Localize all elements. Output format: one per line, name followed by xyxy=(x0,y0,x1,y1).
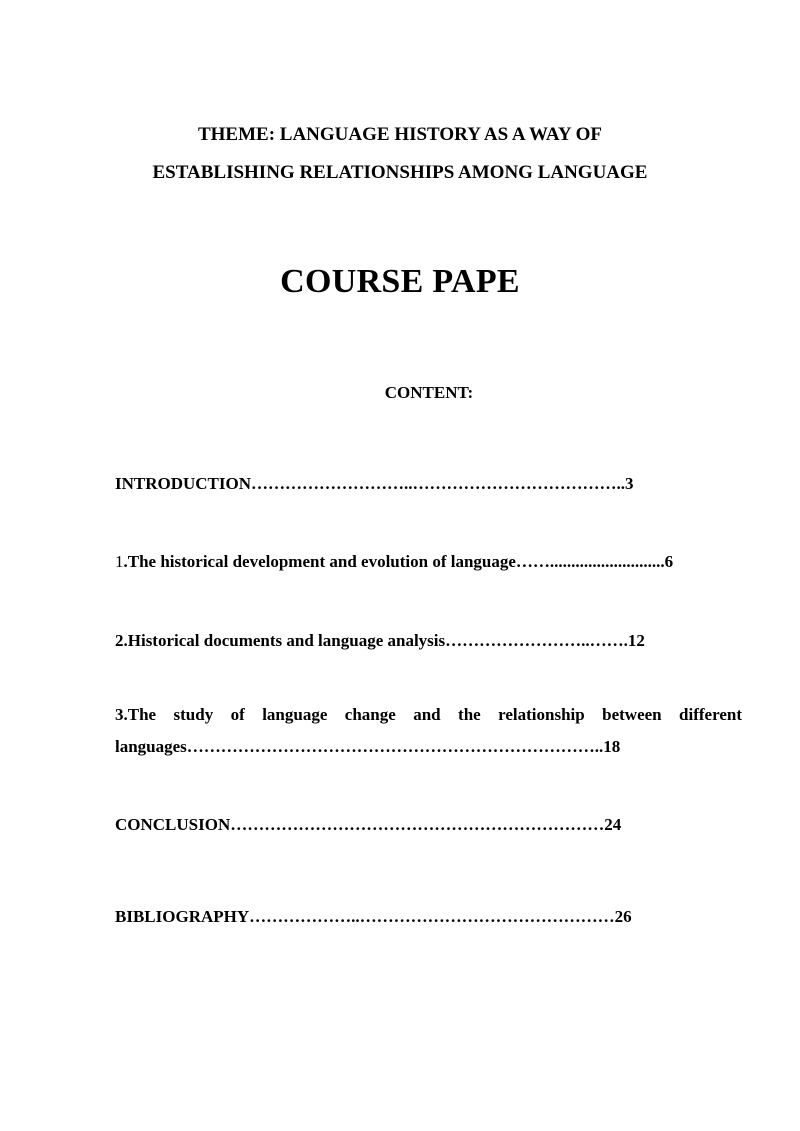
toc-entry-introduction: INTRODUCTION………………………..………………………………..3 xyxy=(115,474,634,493)
toc-entry-bibliography: BIBLIOGRAPHY………………..………………………………………26 xyxy=(115,907,632,926)
document-title: COURSE PAPE xyxy=(280,263,520,300)
toc-entry-1-number: 1 xyxy=(115,552,124,571)
contents-heading: CONTENT: xyxy=(384,383,474,402)
toc-entry-conclusion: CONCLUSION…………………………………………………………24 xyxy=(115,815,622,834)
theme-line-2: ESTABLISHING RELATIONSHIPS AMONG LANGUAGE xyxy=(152,162,648,183)
toc-entry-1-text: .The historical development and evolution of language……...........................6 xyxy=(123,552,674,571)
toc-entry-1 xyxy=(115,550,673,574)
toc-entry-2: 2.Historical documents and language analysis……………………..…….12 xyxy=(115,631,645,650)
toc-entry-3-line-1: 3.The study of language change and the relationship between different xyxy=(115,705,742,724)
theme-heading xyxy=(0,116,800,192)
theme-line-1: THEME: LANGUAGE HISTORY AS A WAY OF xyxy=(197,124,603,145)
toc-entry-3-line-2: languages………………………………………………………………..18 xyxy=(115,737,621,756)
